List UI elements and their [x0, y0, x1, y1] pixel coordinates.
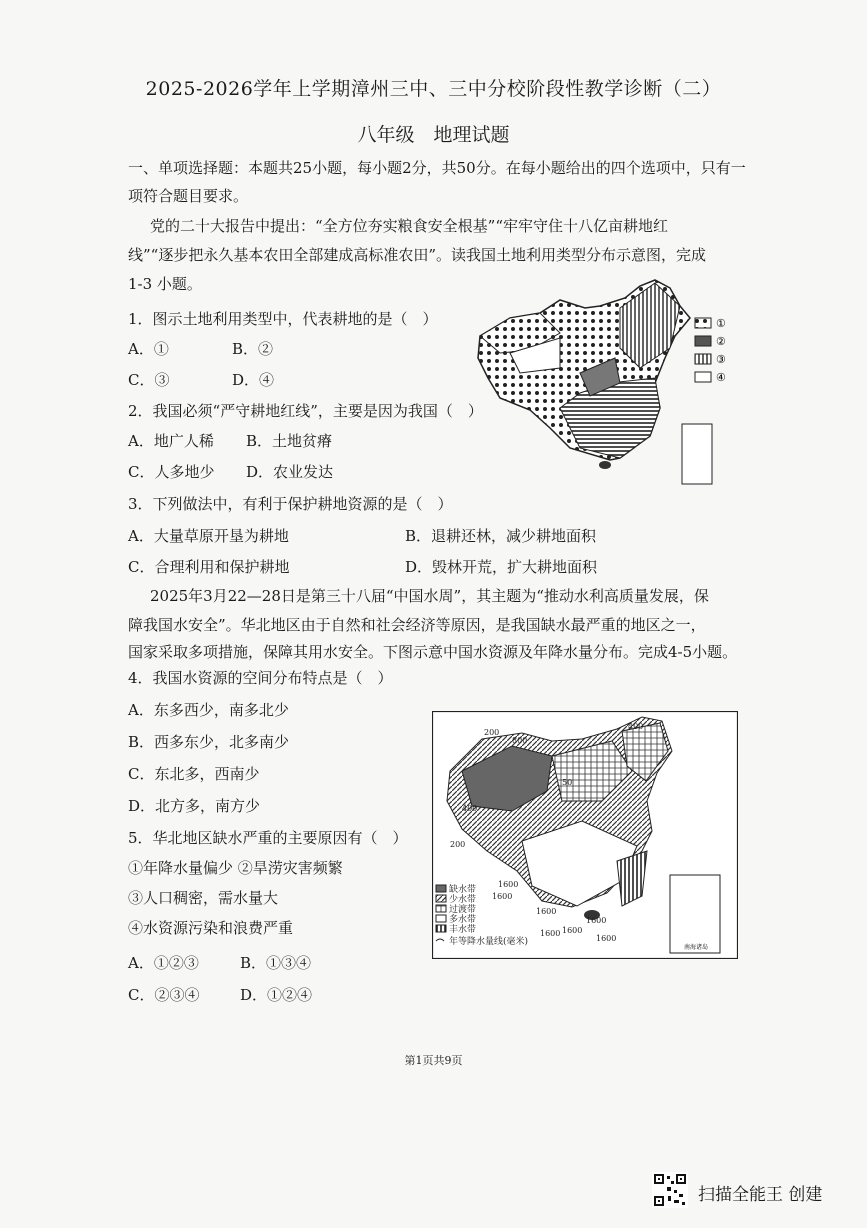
legend-item: 年等降水量线(毫米): [449, 937, 529, 947]
q4-option-c[interactable]: C．东北多，西南少: [128, 765, 260, 783]
q5-statement-3: ③人口稠密，需水量大: [128, 889, 279, 907]
legend-item: 丰水带: [449, 925, 477, 935]
page-number: 第1页共9页: [404, 1054, 463, 1067]
q3-option-c[interactable]: C．合理利用和保护耕地: [128, 558, 290, 576]
q2-option-d[interactable]: D．农业发达: [246, 463, 334, 481]
isoline-label: 200: [450, 840, 466, 849]
q5-option-d[interactable]: D．①②④: [240, 986, 313, 1004]
q4-stem: 4．我国水资源的空间分布特点是（ ）: [128, 669, 393, 687]
q1-option-d[interactable]: D．④: [232, 371, 275, 389]
inset-label: 南海诸岛: [684, 944, 709, 951]
exam-title: 2025-2026学年上学期漳州三中、三中分校阶段性教学诊断（二）: [145, 78, 722, 100]
q5-statement-1-2: ①年降水量偏少 ②旱涝灾害频繁: [128, 859, 343, 877]
q2-option-a[interactable]: A．地广人稀: [128, 432, 214, 450]
passage1-line1: 党的二十大报告中提出：“全方位夯实粮食安全根基”“牢牢守住十八亿亩耕地红: [150, 217, 669, 235]
q2-option-b[interactable]: B．土地贫瘠: [246, 432, 333, 450]
q5-option-b[interactable]: B．①③④: [240, 954, 312, 972]
q3-option-a[interactable]: A．大量草原开垦为耕地: [128, 527, 289, 545]
passage2-line3: 国家采取多项措施，保障其用水安全。下图示意中国水资源及年降水量分布。完成4-5小题。: [128, 643, 738, 661]
isoline-label: 50: [562, 778, 573, 787]
qr-code-icon: [652, 1172, 688, 1208]
passage1-line3: 1-3 小题。: [128, 275, 202, 293]
q3-option-d[interactable]: D．毁林开荒，扩大耕地面积: [405, 558, 598, 576]
isoline-label: 200: [484, 728, 500, 737]
isoline-label: 1600: [536, 907, 557, 916]
q5-stem: 5．华北地区缺水严重的主要原因有（ ）: [128, 829, 408, 847]
q5-statement-4: ④水资源污染和浪费严重: [128, 919, 294, 937]
isoline-label: 800: [512, 736, 528, 745]
q2-option-c[interactable]: C．人多地少: [128, 463, 215, 481]
isoline-label: 400: [462, 804, 478, 813]
isoline-label: 400: [628, 722, 644, 731]
exam-subtitle: 八年级 地理试题: [357, 124, 510, 146]
passage1-line2: 线”“逐步把永久基本农田全部建成高标准农田”。读我国土地利用类型分布示意图，完成: [128, 246, 707, 264]
map1-legend: [695, 317, 726, 384]
isoline-label: 1600: [596, 934, 617, 943]
q4-option-b[interactable]: B．西多东少，北多南少: [128, 733, 290, 751]
legend-item: 过渡带: [449, 905, 477, 915]
isoline-label: 1600: [562, 926, 583, 935]
q4-option-d[interactable]: D．北方多，南方少: [128, 797, 261, 815]
legend-item-4: ④: [716, 371, 726, 384]
q1-stem: 1．图示土地利用类型中，代表耕地的是（ ）: [128, 310, 438, 328]
legend-item: 多水带: [449, 915, 477, 925]
isoline-label: 1600: [492, 892, 513, 901]
passage2-line2: 障我国水安全”。华北地区由于自然和社会经济等原因，是我国缺水最严重的地区之一，: [128, 616, 706, 634]
legend-item: 少水带: [449, 895, 477, 905]
legend-item-1: ①: [716, 317, 726, 330]
legend-item-3: ③: [716, 353, 726, 366]
q2-stem: 2．我国必须“严守耕地红线”，主要是因为我国（ ）: [128, 402, 483, 420]
q3-stem: 3．下列做法中，有利于保护耕地资源的是（ ）: [128, 495, 453, 513]
q1-option-a[interactable]: A．①: [128, 340, 169, 358]
section-instruction-line2: 项符合题目要求。: [128, 187, 249, 205]
q5-option-a[interactable]: A．①②③: [128, 954, 199, 972]
q1-option-c[interactable]: C．③: [128, 371, 170, 389]
scanner-brand-watermark: 扫描全能王 创建: [698, 1185, 823, 1205]
water-resources-map: [432, 711, 738, 959]
legend-item: 缺水带: [449, 885, 477, 895]
passage2-line1: 2025年3月22—28日是第三十八届“中国水周”，其主题为“推动水利高质量发展，保: [150, 587, 709, 605]
isoline-label: 1600: [586, 916, 607, 925]
q5-option-c[interactable]: C．②③④: [128, 986, 200, 1004]
section-instruction-line1: 一、单项选择题：本题共25小题，每小题2分，共50分。在每小题给出的四个选项中，只有一: [128, 159, 746, 177]
isoline-label: 1600: [540, 929, 561, 938]
q1-option-b[interactable]: B．②: [232, 340, 274, 358]
q4-option-a[interactable]: A．东多西少，南多北少: [128, 701, 289, 719]
land-use-map: [470, 278, 740, 490]
q3-option-b[interactable]: B．退耕还林，减少耕地面积: [405, 527, 597, 545]
legend-item-2: ②: [716, 335, 726, 348]
isoline-label: 1600: [498, 880, 519, 889]
